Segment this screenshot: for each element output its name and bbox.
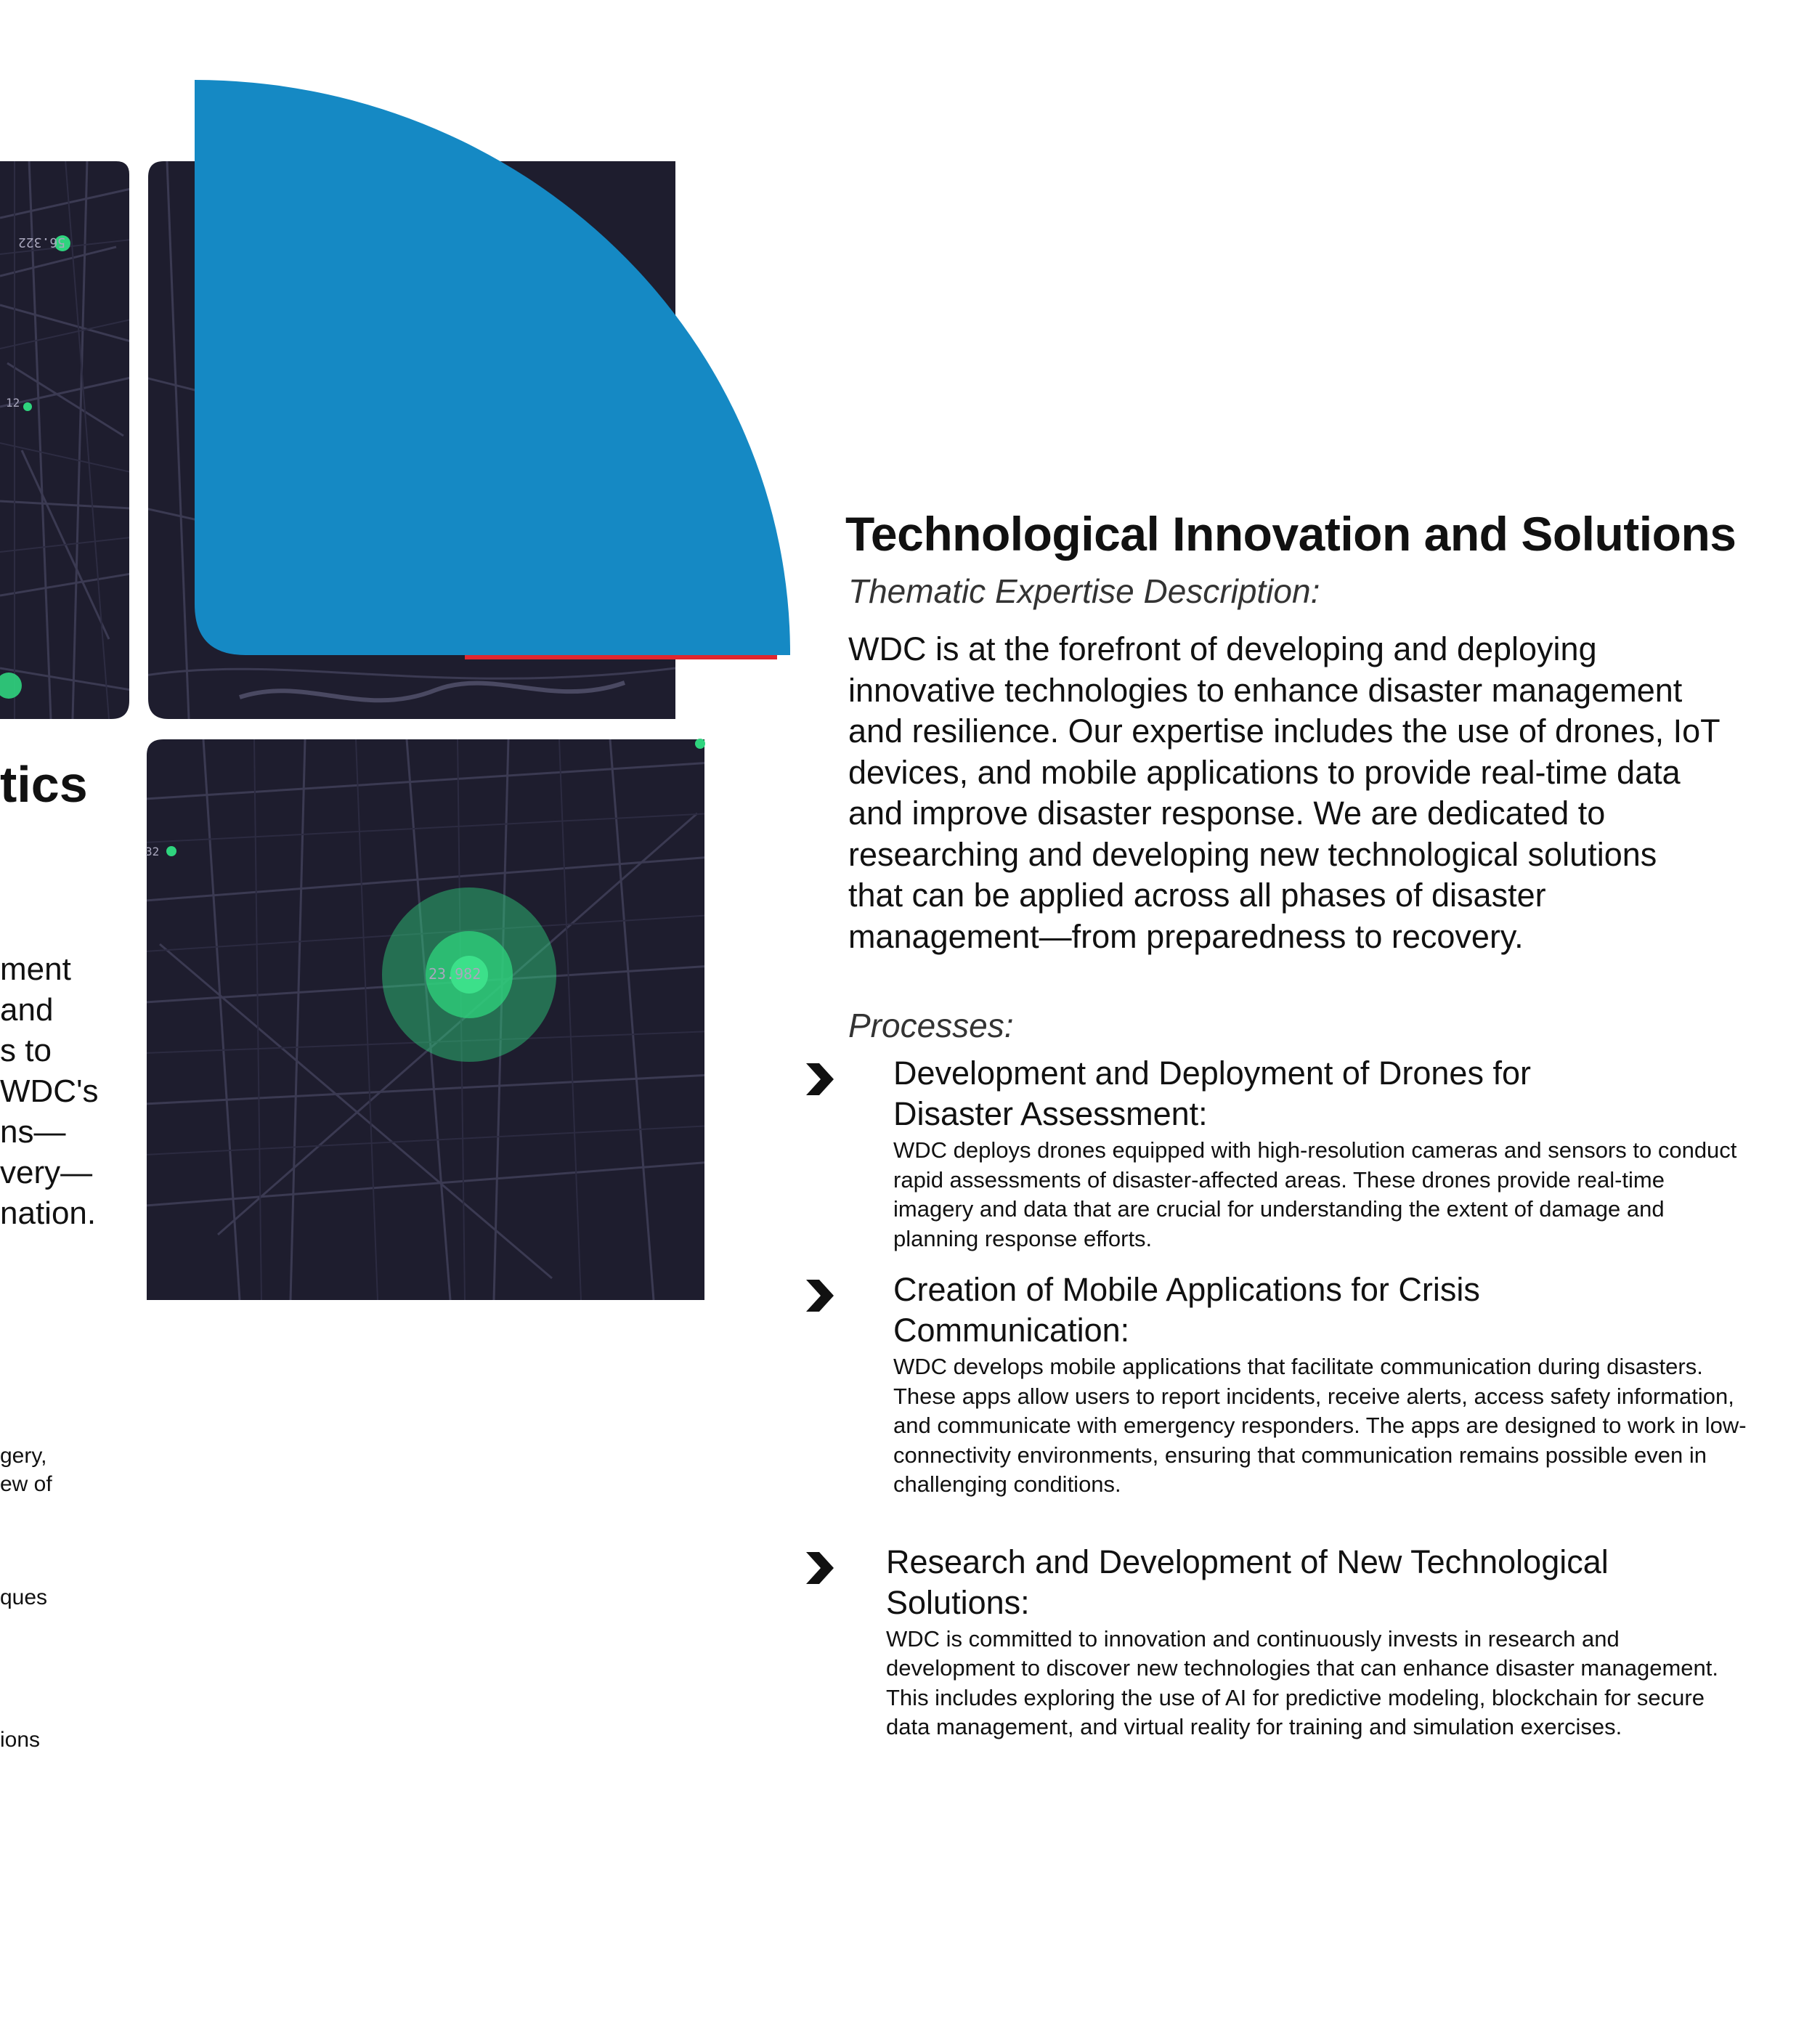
map-graphic (0, 0, 813, 1336)
process-title: Creation of Mobile Applications for Crisis Communication: (893, 1271, 1480, 1349)
section-title: Technological Innovation and Solutions (845, 507, 1736, 561)
left-partial-heading: tics (0, 756, 88, 813)
process-text: WDC deploys drones equipped with high-resolution cameras and sensors to conduct rapid assessments of disaster-affected areas. These drones provide real-time imagery and data that are crucial for understanding the extent of damage and planning response efforts. (893, 1137, 1737, 1251)
map-marker (23, 402, 32, 411)
process-text: WDC develops mobile applications that facilitate communication during disasters. These apps allow users to report incidents, receive alerts, access safety information, and communicate with emergency responders. The apps are designed to work in low-connectivity environments, ensuring that communication remains possible even in challenging conditions. (893, 1354, 1747, 1497)
description-text: WDC is at the forefront of developing and deploying innovative technologies to enhance disaster management and resilience. Our expertise includes the use of drones, IoT devices, and mobile applications to provide real-time data and improve disaster response. We are dedicated to researching and developing new technological solutions that can be applied across all phases of disaster management—from preparedness to recovery. (848, 630, 1720, 955)
left-partial-line: ns— (0, 1114, 66, 1150)
left-partial-small-line: ques (0, 1585, 48, 1609)
process-item (845, 1542, 1746, 1742)
process-title: Research and Development of New Technological Solutions: (886, 1543, 1609, 1621)
left-partial-line: very— (0, 1155, 93, 1190)
left-partial-small-line: ew of (0, 1472, 52, 1496)
chevron-right-icon (803, 1551, 835, 1585)
left-partial-small-line: gery, (0, 1444, 47, 1468)
process-title: Development and Deployment of Drones for Disaster Assessment: (893, 1055, 1531, 1132)
process-item (845, 1053, 1746, 1254)
description-label: Thematic Expertise Description: (848, 572, 1320, 610)
map-label: 12 (6, 396, 20, 410)
left-partial-small-line: ions (0, 1728, 41, 1752)
section-content (845, 503, 1746, 1742)
process-text: WDC is committed to innovation and continuously invests in research and development to discover new technologies that can enhance disaster management. This includes exploring the use of AI for predictive modeling, blockchain for secure data management, and virtual reality for training and simulation exercises. (886, 1625, 1718, 1739)
map-label: 32 (145, 845, 160, 858)
processes-label: Processes: (848, 1007, 1014, 1044)
process-item (845, 1270, 1746, 1500)
map-label: 23.982 (428, 965, 482, 983)
map-quadrant-top-left (0, 145, 145, 726)
blue-quarter-shape (195, 80, 790, 655)
chevron-right-icon (803, 1278, 835, 1313)
chevron-right-icon (803, 1062, 835, 1097)
left-partial-line: and (0, 992, 54, 1028)
left-partial-line: WDC's (0, 1073, 99, 1109)
map-marker (695, 739, 705, 749)
map-marker (166, 846, 176, 856)
left-partial-line: nation. (0, 1195, 97, 1231)
map-label: 56.322 (17, 235, 65, 250)
left-partial-line: ment (0, 951, 71, 987)
left-partial-line: s to (0, 1033, 52, 1068)
